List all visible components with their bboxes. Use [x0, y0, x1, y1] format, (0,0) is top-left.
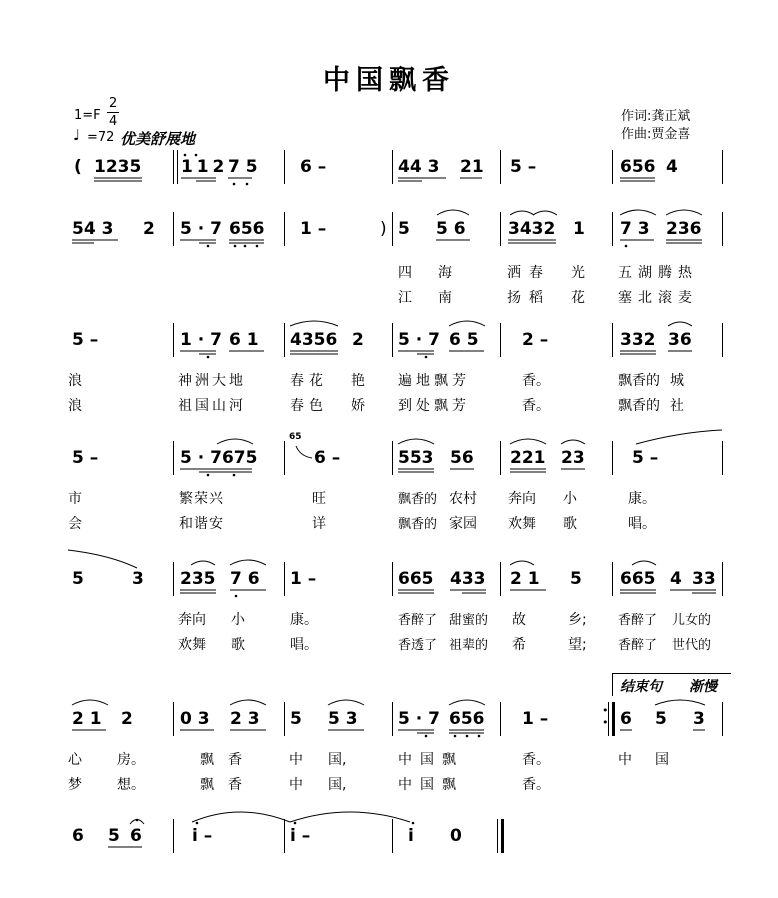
lyric: 中 [289, 752, 303, 768]
note: 2 [352, 330, 364, 350]
lyric: 国 [655, 752, 669, 768]
lyric: 遍地飘芳 [398, 373, 470, 389]
lyric: 城 [670, 373, 684, 389]
note: 23 [561, 448, 585, 468]
note: 5 – [72, 448, 99, 468]
note: 21 [460, 157, 484, 177]
lyric: 旺 [312, 491, 326, 507]
lyric: 飘香的 [618, 398, 660, 414]
note: 5 · 7 [398, 330, 440, 350]
ending-tempo: 渐慢 [689, 679, 717, 695]
lyric: 故 [512, 612, 526, 628]
lyric: 会 [68, 516, 82, 532]
lyric: 社 [670, 398, 684, 414]
lyric: 中 [289, 777, 303, 793]
note: 2 [121, 709, 133, 729]
note: 656 [229, 219, 265, 239]
lyric: 飘香 [200, 777, 256, 793]
note: 3 [132, 569, 144, 589]
note: i – [192, 826, 213, 846]
note: 54 3 [72, 219, 114, 239]
lyric: 扬稻 [507, 290, 551, 306]
lyric: 小 [563, 491, 577, 507]
note: 6 5 [449, 330, 479, 350]
note: 1 [573, 219, 585, 239]
note: 1 – [300, 219, 327, 239]
note: 5 [290, 709, 302, 729]
lyric: 家园 [449, 516, 477, 532]
note: 5 [108, 826, 120, 846]
note: 332 [620, 330, 656, 350]
note: 6 [620, 709, 632, 729]
note: 6 1 [229, 330, 259, 350]
note: 1235 [94, 157, 142, 177]
lyric: 香透了 [398, 638, 438, 653]
lyric: 小 [231, 612, 245, 628]
note: 665 [620, 569, 656, 589]
note: 5 [72, 569, 84, 589]
lyric: 中国飘 [398, 752, 464, 768]
lyric: 欢舞 [178, 637, 206, 653]
lyric: 塞北滚麦 [618, 290, 698, 306]
note: 235 [180, 569, 216, 589]
lyric: 祖国山河 [178, 398, 246, 414]
lyric: 国, [328, 752, 347, 768]
lyric: 歌 [563, 516, 577, 532]
note: 44 3 [398, 157, 440, 177]
note: 6 [72, 826, 84, 846]
note: 5 6 [436, 219, 466, 239]
note: 5 · 7 [398, 709, 440, 729]
lyric: 五湖腾热 [618, 265, 698, 281]
lyric: 心 [68, 752, 82, 768]
lyric: 艳 [351, 373, 365, 389]
lyric: 浪 [68, 373, 82, 389]
note: 4 [666, 157, 678, 177]
lyric: 繁荣兴 [179, 491, 224, 507]
note: 656 [449, 709, 485, 729]
note: 2 1 [510, 569, 540, 589]
lyric: 市 [68, 491, 82, 507]
note: 221 [510, 448, 546, 468]
note: 5 · 7 [180, 219, 222, 239]
note: 5 [398, 219, 410, 239]
repeat-dots: • • [602, 704, 609, 729]
note: 0 [450, 826, 462, 846]
lyric: 飘香的 [618, 373, 660, 389]
lyric: 希 [512, 637, 526, 653]
note: 5 – [632, 448, 659, 468]
note: 1 1 2 [181, 157, 224, 177]
note: ) [380, 219, 387, 239]
quarter-note-icon: ♩ [73, 126, 81, 144]
note: 6 – [314, 448, 341, 468]
note: 433 [450, 569, 486, 589]
lyric: 洒春 [507, 265, 551, 281]
note: 2 1 [72, 709, 102, 729]
lyric: 唱。 [290, 637, 318, 653]
note: 7 6 [230, 569, 260, 589]
note: 5 · 7675 [180, 448, 258, 468]
lyric: 中 [618, 752, 632, 768]
note: 236 [666, 219, 702, 239]
lyric: 甜蜜的 [449, 613, 489, 628]
lyric: 儿女的 [672, 613, 712, 628]
note: 33 [692, 569, 716, 589]
lyric: 海 [438, 265, 452, 281]
note: 1 · 7 [180, 330, 222, 350]
ending-mark: 结束句 [620, 679, 662, 695]
lyric: 国, [328, 777, 347, 793]
grace-note: 65 [289, 432, 302, 442]
lyric: 康。 [290, 612, 318, 628]
note: 7 3 [620, 219, 650, 239]
lyric: 南 [438, 290, 452, 306]
note: 7 5 [228, 157, 258, 177]
lyric: 详 [312, 516, 326, 532]
lyric: 娇 [351, 398, 365, 414]
lyric: 香醉了 [618, 613, 658, 628]
lyric: 香。 [522, 373, 550, 389]
lyric: 香。 [522, 777, 550, 793]
lyric: 浪 [68, 398, 82, 414]
lyric: 欢舞 [508, 516, 536, 532]
lyric: 和谐安 [179, 516, 224, 532]
tempo-marking: =72 [87, 130, 115, 145]
note: 656 [620, 157, 656, 177]
lyric: 望; [568, 637, 587, 653]
lyric: 乡; [568, 612, 587, 628]
lyric: 春色 [290, 398, 328, 414]
note: 6 – [300, 157, 327, 177]
lyric: 神洲大地 [178, 373, 246, 389]
note: 2 [143, 219, 155, 239]
lyric: 江 [398, 290, 412, 306]
lyric: 康。 [628, 491, 656, 507]
note: 2 3 [230, 709, 260, 729]
lyric: 飘香的 [398, 517, 438, 532]
note: 3432 [508, 219, 556, 239]
note: 56 [450, 448, 474, 468]
lyric: 世代的 [672, 638, 712, 653]
lyric: 香。 [522, 398, 550, 414]
lyric: 香醉了 [618, 638, 658, 653]
note: 1 – [522, 709, 549, 729]
note: 5 – [510, 157, 537, 177]
lyric: 想。 [117, 777, 145, 793]
lyric: 香。 [522, 752, 550, 768]
note: i [408, 826, 414, 846]
note: 5 3 [328, 709, 358, 729]
note: 5 [655, 709, 667, 729]
lyric: 飘香的 [398, 492, 438, 507]
note: 553 [398, 448, 434, 468]
lyric: 农村 [449, 491, 477, 507]
time-signature-bottom: 4 [109, 114, 118, 129]
note: 5 [570, 569, 582, 589]
lyric: 四 [398, 265, 412, 281]
note: 36 [668, 330, 692, 350]
lyric: 奔向 [178, 612, 206, 628]
lyric: 房。 [117, 752, 145, 768]
lyricist-credit: 作词:龚正斌 [621, 109, 691, 124]
note: 4356 [290, 330, 338, 350]
lyric: 奔向 [508, 491, 536, 507]
song-title: 中国飘香 [323, 65, 455, 96]
note: 3 [693, 709, 705, 729]
lyric: 歌 [231, 637, 245, 653]
note: 1 – [290, 569, 317, 589]
note: 4 [670, 569, 682, 589]
note: 0 3 [180, 709, 210, 729]
lyric: 飘香 [200, 752, 256, 768]
lyric: 光 [571, 265, 585, 281]
lyric: 梦 [68, 777, 82, 793]
lyric: 到处飘芳 [398, 398, 470, 414]
lyric: 中国飘 [398, 777, 464, 793]
lyric: 春花 [290, 373, 328, 389]
note: 665 [398, 569, 434, 589]
lyric: 祖辈的 [449, 638, 489, 653]
time-signature-top: 2 [109, 96, 118, 111]
composer-credit: 作曲:贾金喜 [621, 127, 691, 142]
lyric: 花 [571, 290, 585, 306]
lyric: 香醉了 [398, 613, 438, 628]
note: i – [290, 826, 311, 846]
note: ( [74, 157, 82, 177]
note: 2 – [522, 330, 549, 350]
key-signature: 1=F [74, 108, 101, 123]
expression-marking: 优美舒展地 [120, 130, 196, 148]
lyric: 唱。 [628, 516, 656, 532]
note: 5 – [72, 330, 99, 350]
note: 6 [130, 826, 142, 846]
